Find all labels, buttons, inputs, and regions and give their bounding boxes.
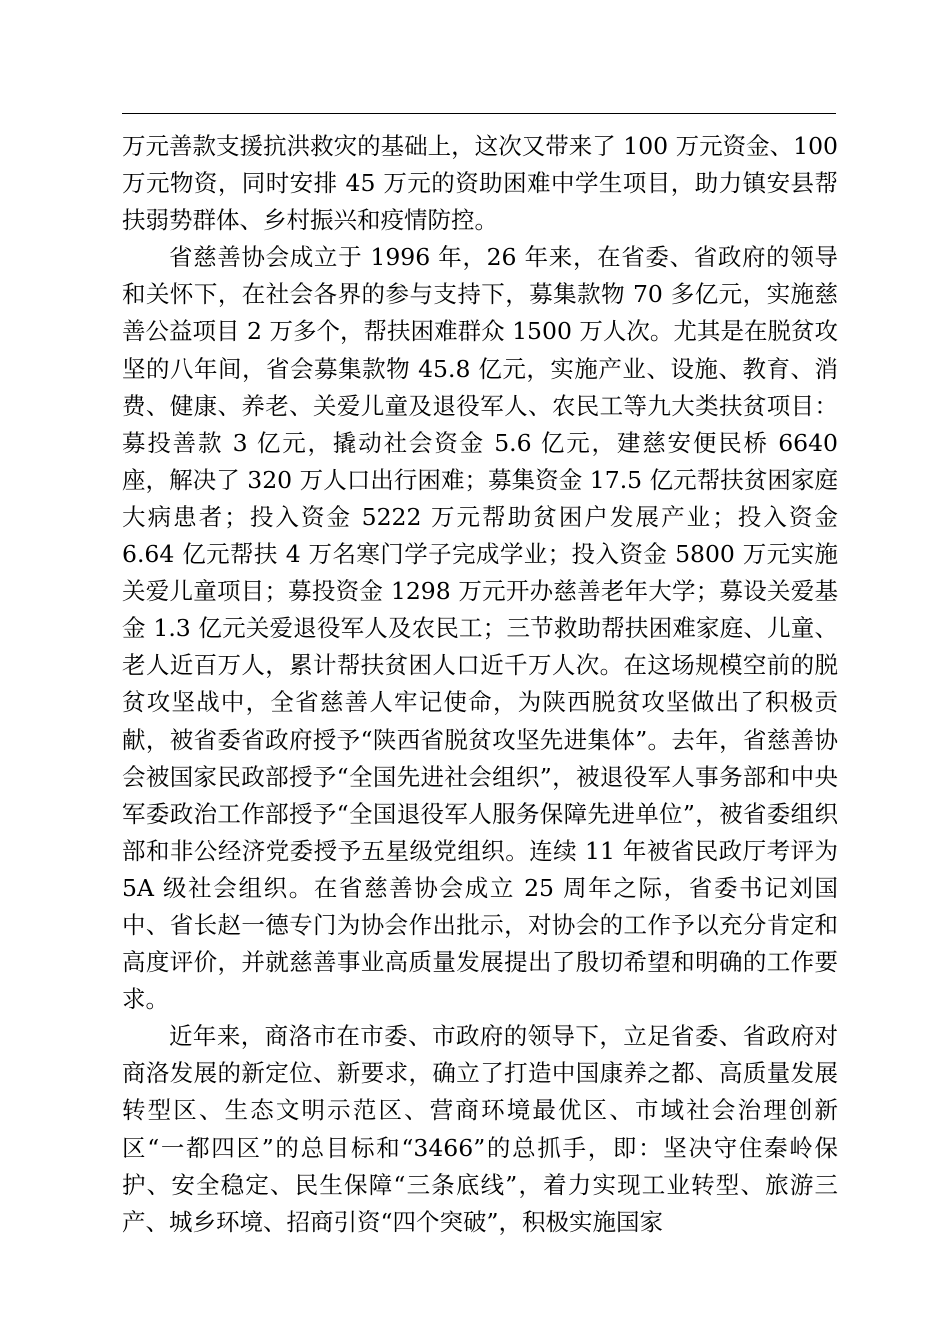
paragraph-charity-association: 省慈善协会成立于 1996 年，26 年来，在省委、省政府的领导和关怀下，在社会各界的参与支持下，募集款物 70 多亿元，实施慈善公益项目 2 万多个，帮扶困难群众 1500 万人次。尤其是在脱贫攻坚的八年间，省会募集款物 45.8 亿元，实施产业、设施、教育、消费、健康、养老、关爱儿童及退役军人、农民工等九大类扶贫项目：募投善款 3 亿元，撬动社会资金 5.6 亿元，建慈安便民桥 6640 座，解决了 320 万人口出行困难；募集资金 17.5 亿元帮扶贫困家庭大病患者；投入资金 5222 万元帮助贫困户发展产业；投入资金 6.64 亿元帮扶 4 万名寒门学子完成学业；投入资金 5800 万元实施关爱儿童项目；募投资金 1298 万元开办慈善老年大学；募设关爱基金 1.3 亿元关爱退役军人及农民工；三节救助帮扶困难家庭、儿童、老人近百万人，累计帮扶贫困人口近千万人次。在这场规模空前的脱贫攻坚战中，全省慈善人牢记使命，为陕西脱贫攻坚做出了积极贡献，被省委省政府授予“陕西省脱贫攻坚先进集体”。去年，省慈善协会被国家民政部授予“全国先进社会组织”，被退役军人事务部和中央军委政治工作部授予“全国退役军人服务保障先进单位”，被省委组织部和非公经济党委授予五星级党组织。连续 11 年被省民政厅考评为 5A 级社会组织。在省慈善协会成立 25 周年之际，省委书记刘国中、省长赵一德专门为协会作出批示，对协会的工作予以充分肯定和高度评价，并就慈善事业高质量发展提出了殷切希望和明确的工作要求。 [122,243,838,1014]
header-divider-line [122,113,836,114]
document-body [122,128,838,1241]
paragraph-shangluo: 近年来，商洛市在市委、市政府的领导下，立足省委、省政府对商洛发展的新定位、新要求，确立了打造中国康养之都、高质量发展转型区、生态文明示范区、营商环境最优区、市域社会治理创新区“一都四区”的总目标和“3466”的总抓手，即：坚决守住秦岭保护、安全稳定、民生保障“三条底线”，着力实现工业转型、旅游三产、城乡环境、招商引资“四个突破”，积极实施国家 [122,1022,838,1236]
paragraph-continuation: 万元善款支援抗洪救灾的基础上，这次又带来了 100 万元资金、100 万元物资，同时安排 45 万元的资助困难中学生项目，助力镇安县帮扶弱势群体、乡村振兴和疫情防控。 [122,132,838,235]
